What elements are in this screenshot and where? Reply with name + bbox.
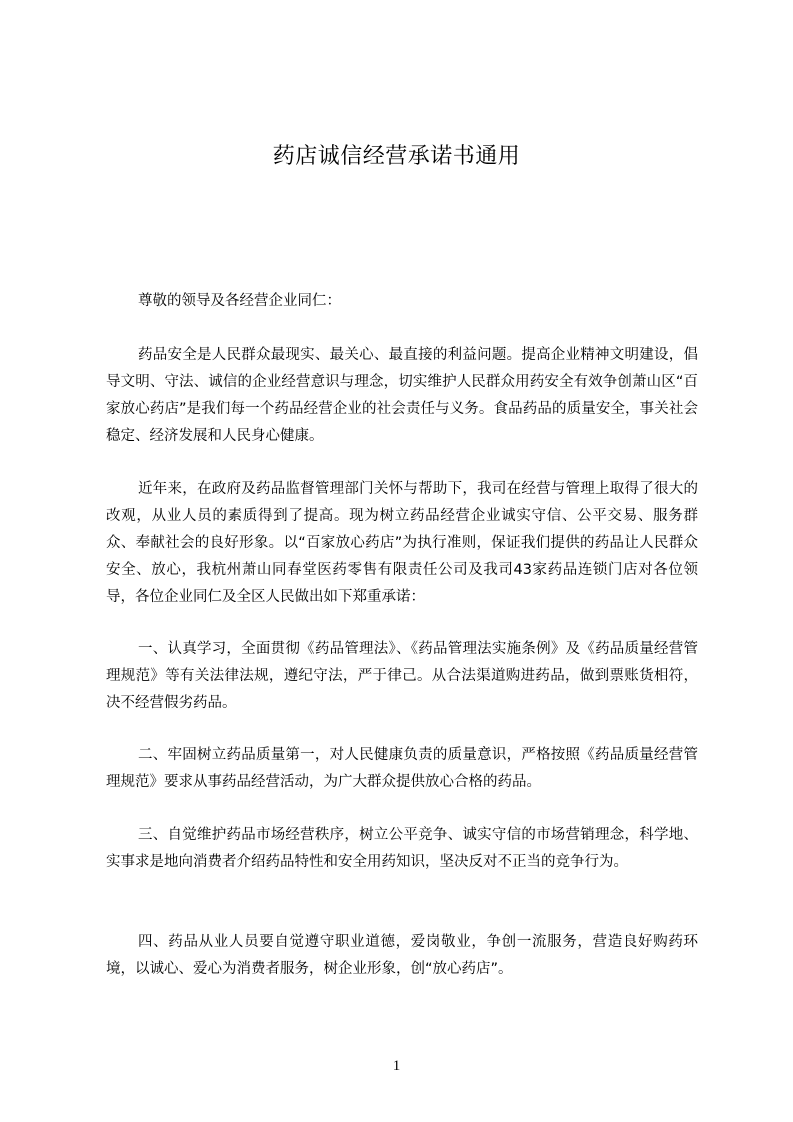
paragraph-intro: 药品安全是人民群众最现实、最关心、最直接的利益问题。提高企业精神文明建设，倡导文明、守法、诚信的企业经营意识与理念，切实维护人民群众用药安全有效争创萧山区“百家放心药店”是我们每一个药品经营企业的社会责任与义务。食品药品的质量安全，事关社会稳定、经济发展和人民身心健康。 — [106, 347, 698, 444]
page-number: 1 — [392, 1058, 401, 1074]
paragraph-commitment-2: 二、牢固树立药品质量第一，对人民健康负责的质量意识，严格按照《药品质量经营管理规范》要求从事药品经营活动，为广大群众提供放心合格的药品。 — [106, 747, 698, 790]
paragraph-background: 近年来，在政府及药品监督管理部门关怀与帮助下，我司在经营与管理上取得了很大的改观，从业人员的素质得到了提高。现为树立药品经营企业诚实守信、公平交易、服务群众、奉献社会的良好形象。以“百家放心药店”为执行准则，保证我们提供的药品让人民群众安全、放心，我杭州萧山同春堂医药零售有限责任公司及我司43家药品连锁门店对各位领导，各位企业同仁及全区人民做出如下郑重承诺： — [106, 481, 698, 605]
paragraph-commitment-4: 四、药品从业人员要自觉遵守职业道德，爱岗敬业，争创一流服务，营造良好购药环境，以诚心、爱心为消费者服务，树企业形象，创“放心药店”。 — [106, 934, 698, 977]
paragraph-commitment-1: 一、认真学习，全面贯彻《药品管理法》、《药品管理法实施条例》及《药品质量经营管理规范》等有关法律法规，遵纪守法，严于律己。从合法渠道购进药品，做到票账货相符，决不经营假劣药品。 — [106, 641, 698, 711]
document-title: 药店诚信经营承诺书通用 — [272, 144, 521, 169]
paragraph-commitment-3: 三、自觉维护药品市场经营秩序，树立公平竞争、诚实守信的市场营销理念，科学地、实事求是地向消费者介绍药品特性和安全用药知识，坚决反对不正当的竞争行为。 — [106, 827, 698, 870]
salutation: 尊敬的领导及各经营企业同仁： — [138, 293, 341, 309]
